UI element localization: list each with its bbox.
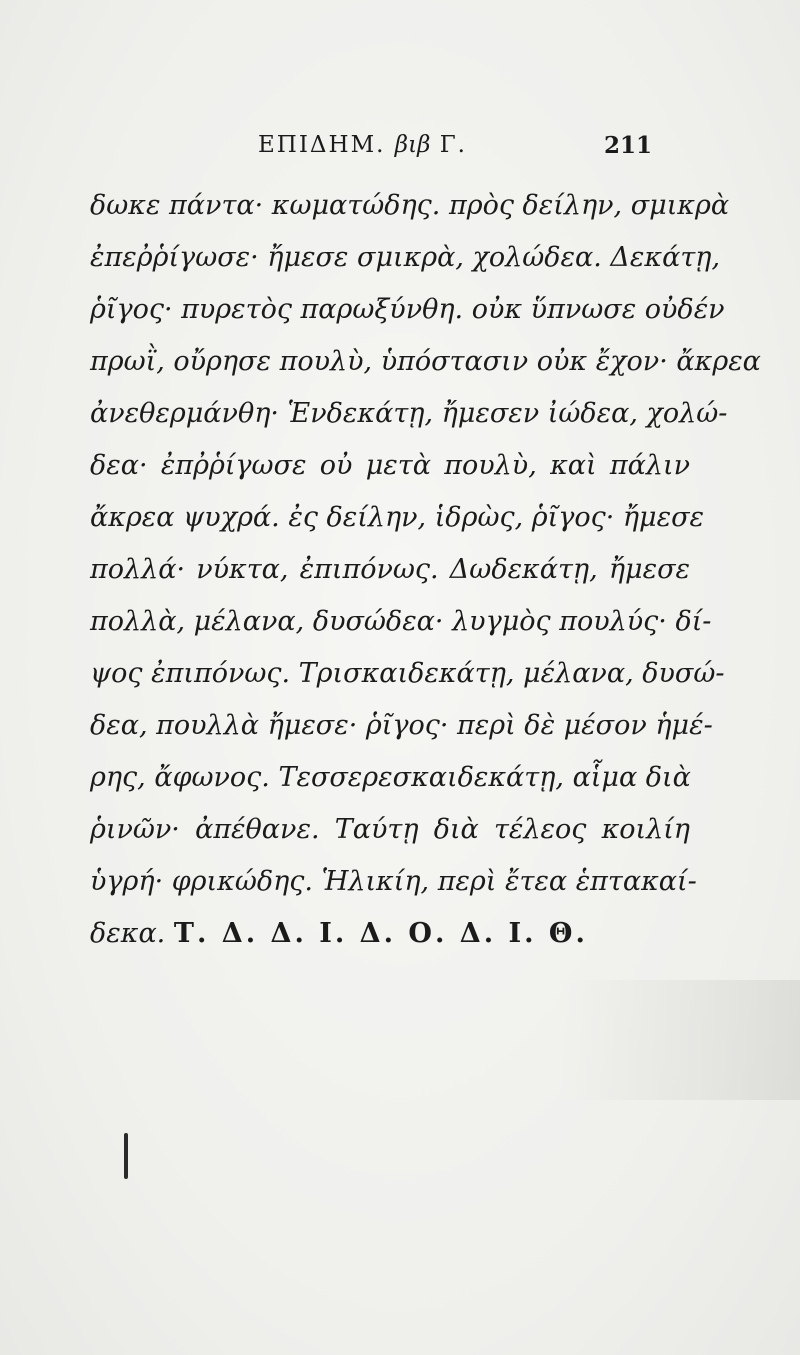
text-line: δεα, πουλλὰ ἤμεσε· ῥῖγος· περὶ δὲ μέσον ἡμέ- bbox=[90, 710, 713, 741]
show-through-shadow bbox=[560, 980, 800, 1100]
book-number: Γ. bbox=[439, 132, 467, 158]
running-title bbox=[258, 132, 467, 158]
text-line: δωκε πάντα· κωματώδης. πρὸς δείλην, σμικρὰ bbox=[90, 190, 730, 221]
text-line: ῥῖγος· πυρετὸς παρωξύνθη. οὐκ ὕπνωσε οὐδέν bbox=[90, 294, 725, 325]
running-title-text: ΕΠΙΔΗΜ. bbox=[258, 132, 386, 158]
text-line: ῥινῶν· ἀπέθανε. Ταύτῃ διὰ τέλεος κοιλίη bbox=[90, 814, 690, 845]
page-number: 211 bbox=[604, 132, 653, 159]
text-line: ἐπεῤῥίγωσε· ἤμεσε σμικρὰ, χολώδεα. Δεκάτῃ, bbox=[90, 242, 721, 273]
final-line-prefix: δεκα. bbox=[90, 918, 166, 949]
text-line: ἀνεθερμάνθη· Ἑνδεκάτῃ, ἤμεσεν ἰώδεα, χολώ- bbox=[90, 398, 728, 429]
final-text-line bbox=[90, 908, 690, 960]
signature-letters: Τ. Δ. Δ. Ι. Δ. Ο. Δ. Ι. Θ. bbox=[173, 918, 588, 949]
text-line: δεα· ἐπῤῥίγωσε οὐ μετὰ πουλὺ, καὶ πάλιν bbox=[90, 450, 690, 481]
page-header bbox=[0, 128, 800, 168]
ink-mark bbox=[124, 1133, 128, 1179]
book-abbrev: βιβ bbox=[394, 132, 431, 158]
body-text bbox=[90, 180, 761, 960]
text-line: ψος ἐπιπόνως. Τρισκαιδεκάτῃ, μέλανα, δυσώ- bbox=[90, 658, 725, 689]
text-line: πολλά· νύκτα, ἐπιπόνως. Δωδεκάτῃ, ἤμεσε bbox=[90, 554, 690, 585]
text-line: ρης, ἄφωνος. Τεσσερεσκαιδεκάτῃ, αἷμα διὰ bbox=[90, 762, 691, 793]
text-line: ἄκρεα ψυχρά. ἐς δείλην, ἱδρὼς, ῥῖγος· ἤμεσε bbox=[90, 502, 705, 533]
text-line: πολλὰ, μέλανα, δυσώδεα· λυγμὸς πουλύς· δί- bbox=[90, 606, 712, 637]
text-line: ὑγρή· φρικώδης. Ἡλικίη, περὶ ἔτεα ἑπτακαί- bbox=[90, 866, 697, 897]
text-line: πρωῒ, οὔρησε πουλὺ, ὑπόστασιν οὐκ ἔχον· ἄκρεα bbox=[90, 346, 761, 377]
